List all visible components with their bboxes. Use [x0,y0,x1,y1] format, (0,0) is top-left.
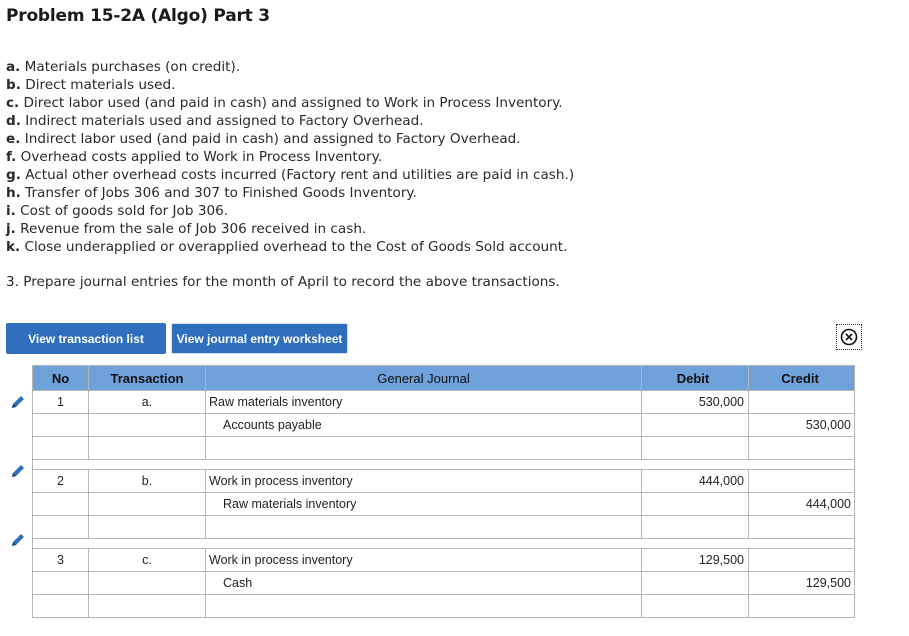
header-debit: Debit [642,366,749,391]
entry-transaction: c. [89,549,206,572]
pencil-icon [10,394,26,410]
list-item: h. Transfer of Jobs 306 and 307 to Finished Goods Inventory. [6,185,417,201]
debit-cell [642,493,749,516]
header-general-journal: General Journal [206,366,642,391]
journal-table [32,365,855,618]
close-button[interactable] [836,324,862,350]
list-item: b. Direct materials used. [6,77,176,93]
list-item: g. Actual other overhead costs incurred (Factory rent and utilities are paid in cash.) [6,167,575,183]
header-credit: Credit [749,366,855,391]
edit-entry-2-button[interactable] [8,461,28,481]
list-item: k. Close underapplied or overapplied overhead to the Cost of Goods Sold account. [6,239,568,255]
list-item: a. Materials purchases (on credit). [6,59,241,75]
edit-entry-3-button[interactable] [8,530,28,550]
account-cell: Raw materials inventory [206,493,642,516]
list-item: f. Overhead costs applied to Work in Process Inventory. [6,149,383,165]
table-row [33,437,855,460]
list-item: d. Indirect materials used and assigned to Factory Overhead. [6,113,424,129]
credit-cell: 129,500 [749,572,855,595]
view-transaction-list-button[interactable]: View transaction list [6,323,166,354]
debit-cell: 444,000 [642,470,749,493]
page-title: Problem 15-2A (Algo) Part 3 [6,6,270,26]
table-row [33,391,855,414]
table-header-row [33,366,855,391]
debit-cell: 530,000 [642,391,749,414]
debit-cell [642,572,749,595]
list-item: e. Indirect labor used (and paid in cash) and assigned to Factory Overhead. [6,131,521,147]
debit-cell: 129,500 [642,549,749,572]
entry-no: 3 [33,549,89,572]
close-circle-icon [840,328,858,346]
list-item: j. Revenue from the sale of Job 306 received in cash. [6,221,367,237]
transaction-list [6,58,574,256]
instruction-text: 3. Prepare journal entries for the month of April to record the above transactions. [6,274,560,290]
table-row [33,516,855,539]
account-cell: Cash [206,572,642,595]
table-row [33,595,855,618]
table-row [33,572,855,595]
entry-transaction: a. [89,391,206,414]
entry-no: 2 [33,470,89,493]
edit-entry-1-button[interactable] [8,392,28,412]
credit-cell: 530,000 [749,414,855,437]
account-cell: Raw materials inventory [206,391,642,414]
table-row [33,493,855,516]
entry-transaction: b. [89,470,206,493]
credit-cell [749,549,855,572]
header-no: No [33,366,89,391]
credit-cell [749,391,855,414]
header-transaction: Transaction [89,366,206,391]
list-item: c. Direct labor used (and paid in cash) and assigned to Work in Process Inventory. [6,95,563,111]
pencil-icon [10,463,26,479]
pencil-icon [10,532,26,548]
entry-no: 1 [33,391,89,414]
account-cell: Work in process inventory [206,470,642,493]
account-cell: Work in process inventory [206,549,642,572]
table-row [33,549,855,572]
list-item: i. Cost of goods sold for Job 306. [6,203,229,219]
table-row [33,470,855,493]
debit-cell [642,414,749,437]
account-cell: Accounts payable [206,414,642,437]
table-row [33,414,855,437]
view-journal-entry-worksheet-button[interactable]: View journal entry worksheet [171,323,348,354]
credit-cell: 444,000 [749,493,855,516]
credit-cell [749,470,855,493]
